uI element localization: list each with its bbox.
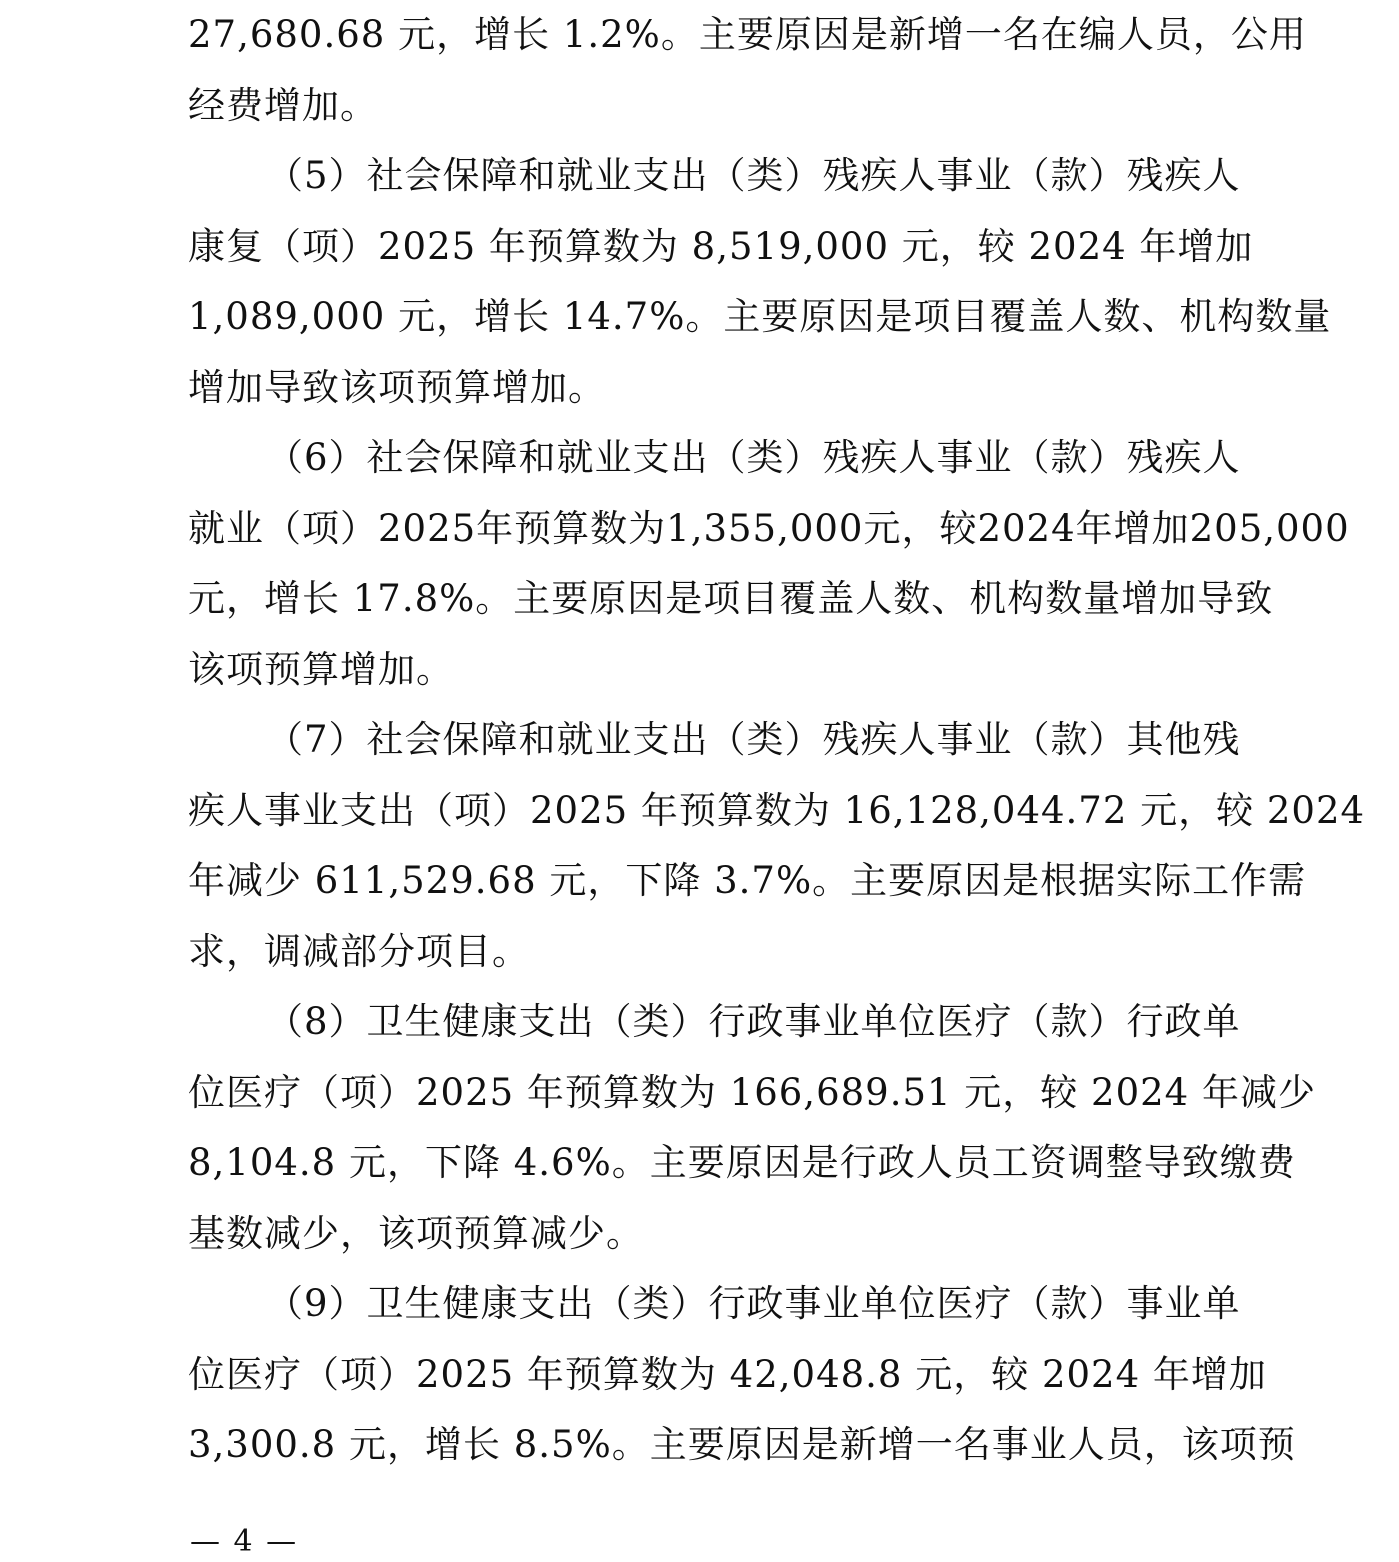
text-line: 年减少 611,529.68 元，下降 3.7%。主要原因是根据实际工作需 (188, 859, 1307, 902)
text-line: 该项预算增加。 (188, 647, 454, 691)
text-line: 元，增长 17.8%。主要原因是项目覆盖人数、机构数量增加导致 (188, 577, 1274, 620)
text-line: 疾人事业支出（项）2025 年预算数为 16,128,044.72 元，较 2024 (188, 788, 1366, 832)
paragraph-p9 (188, 1269, 1296, 1481)
text-line: （8）卫生健康支出（类）行政事业单位医疗（款）行政单 (266, 1000, 1241, 1043)
document-body (188, 0, 1366, 1481)
paragraph-p5 (188, 141, 1332, 423)
page-number: — 4 — (190, 1524, 299, 1559)
text-line: 就业（项）2025年预算数为1,355,000元，较2024年增加205,000 (188, 506, 1350, 550)
text-line: 27,680.68 元，增长 1.2%。主要原因是新增一名在编人员，公用 (188, 13, 1307, 56)
text-line: 1,089,000 元，增长 14.7%。主要原因是项目覆盖人数、机构数量 (188, 295, 1332, 338)
text-line: （9）卫生健康支出（类）行政事业单位医疗（款）事业单 (266, 1282, 1241, 1325)
text-line: （7）社会保障和就业支出（类）残疾人事业（款）其他残 (266, 718, 1241, 761)
text-line: 基数减少，该项预算减少。 (188, 1211, 644, 1255)
paragraph-p4-tail (188, 0, 1307, 141)
text-line: （6）社会保障和就业支出（类）残疾人事业（款）残疾人 (266, 436, 1241, 479)
text-line: 位医疗（项）2025 年预算数为 166,689.51 元，较 2024 年减少 (188, 1070, 1316, 1114)
paragraph-p7 (188, 705, 1366, 987)
text-line: 增加导致该项预算增加。 (188, 365, 606, 409)
text-line: 3,300.8 元，增长 8.5%。主要原因是新增一名事业人员，该项预 (188, 1423, 1296, 1466)
text-line: 8,104.8 元，下降 4.6%。主要原因是行政人员工资调整导致缴费 (188, 1141, 1296, 1184)
text-line: 位医疗（项）2025 年预算数为 42,048.8 元，较 2024 年增加 (188, 1352, 1267, 1396)
paragraph-p8 (188, 987, 1316, 1269)
paragraph-p6 (188, 423, 1350, 705)
text-line: 求，调减部分项目。 (188, 929, 530, 973)
text-line: 康复（项）2025 年预算数为 8,519,000 元，较 2024 年增加 (188, 224, 1254, 268)
text-line: 经费增加。 (188, 83, 378, 127)
text-line: （5）社会保障和就业支出（类）残疾人事业（款）残疾人 (266, 154, 1241, 197)
